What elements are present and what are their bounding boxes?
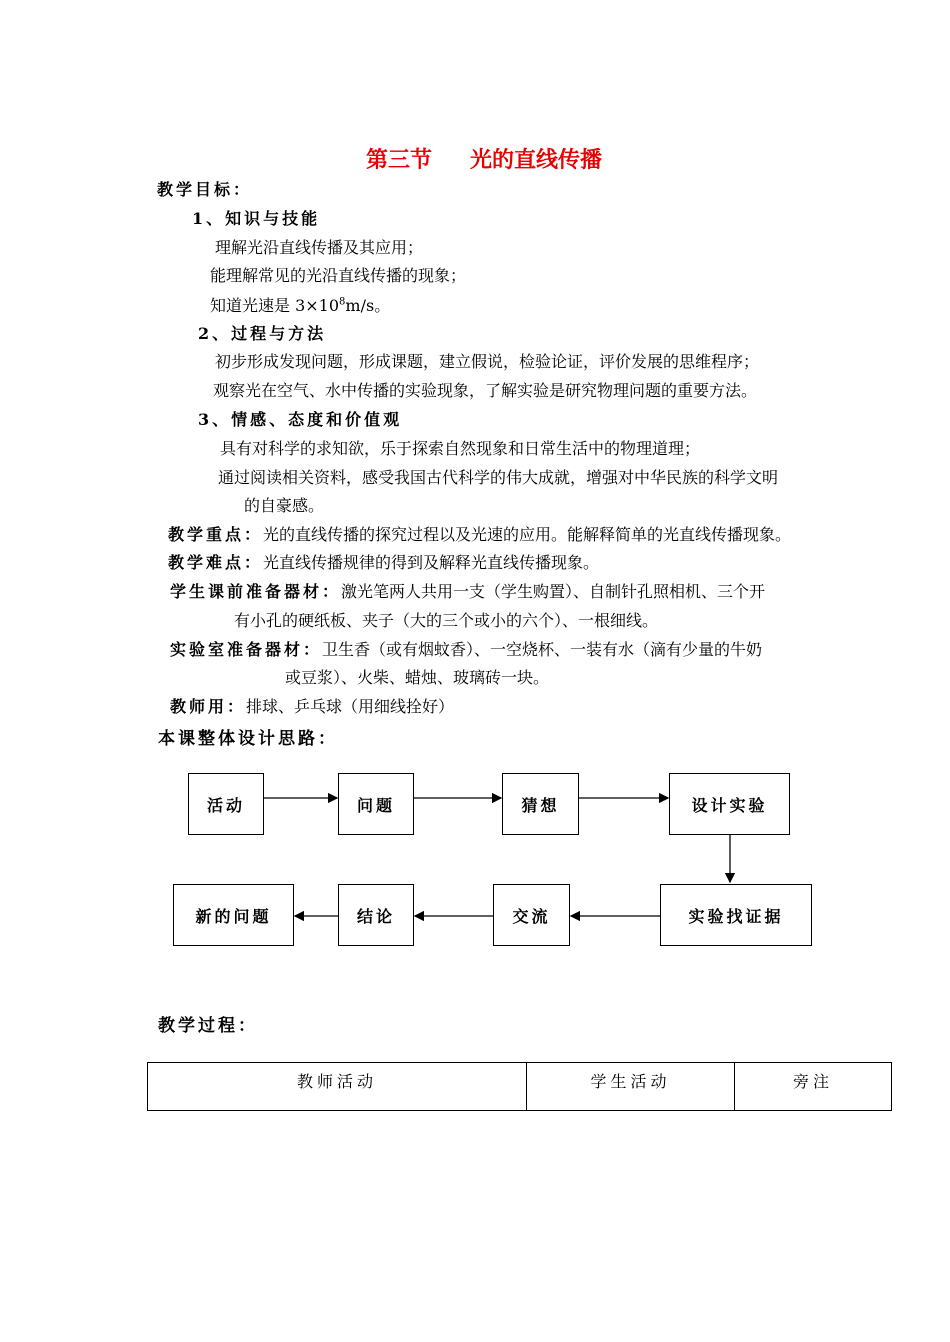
- lab-prep-line-1: 卫生香（或有烟蚊香）、一空烧杯、一装有水（滴有少量的牛奶: [322, 640, 763, 659]
- column-side-notes: 旁注: [735, 1063, 892, 1111]
- objective-3-line-3: 的自豪感。: [244, 496, 325, 515]
- teacher-use-text: 排球、乒乓球（用细线拴好）: [246, 697, 455, 716]
- student-prep-label: 学生课前准备器材：: [170, 582, 342, 601]
- key-point-text: 光的直线传播的探究过程以及光速的应用。能解释简单的光直线传播现象。: [263, 525, 792, 544]
- difficulty-text: 光直线传播规律的得到及解释光直线传播现象。: [263, 553, 600, 572]
- section-topic: 光的直线传播: [470, 148, 603, 173]
- lab-prep-label: 实验室准备器材：: [170, 640, 323, 659]
- flow-box-hypothesis: 猜想: [502, 773, 579, 835]
- flow-box-new-question: 新的问题: [173, 884, 294, 946]
- column-teacher-activity: 教师活动: [148, 1063, 527, 1111]
- objective-2-line-2: 观察光在空气、水中传播的实验现象，了解实验是研究物理问题的重要方法。: [213, 381, 758, 400]
- process-heading: 教学过程：: [158, 1016, 258, 1036]
- flow-box-find-evidence: 实验找证据: [660, 884, 812, 946]
- objective-3-line-2: 通过阅读相关资料，感受我国古代科学的伟大成就，增强对中华民族的科学文明: [218, 468, 779, 487]
- column-student-activity: 学生活动: [527, 1063, 735, 1111]
- objective-2-line-1: 初步形成发现问题，形成课题，建立假说，检验论证，评价发展的思维程序；: [215, 352, 760, 371]
- section-number: 第三节: [365, 148, 432, 173]
- key-point-label: 教学重点：: [168, 525, 264, 544]
- lab-prep-line-2: 或豆浆）、火柴、蜡烛、玻璃砖一块。: [285, 668, 550, 687]
- objective-1-line-1: 理解光沿直线传播及其应用；: [215, 238, 424, 257]
- objective-2-heading: 2、过程与方法: [198, 324, 327, 343]
- design-heading: 本课整体设计思路：: [158, 729, 338, 749]
- table-header-row: [148, 1063, 892, 1111]
- flow-box-activity: 活动: [188, 773, 264, 835]
- teacher-use-label: 教师用：: [170, 697, 247, 716]
- difficulty-label: 教学难点：: [168, 553, 264, 572]
- objectives-heading: 教学目标：: [157, 180, 253, 199]
- light-speed-line: 知道光速是 $3\times 10^8m/s$。: [210, 296, 391, 315]
- objective-1-heading: 1、知识与技能: [192, 209, 321, 228]
- objective-3-heading: 3、情感、态度和价值观: [198, 410, 403, 429]
- student-prep-line-2: 有小孔的硬纸板、夹子（大的三个或小的六个）、一根细线。: [234, 611, 659, 630]
- student-prep-line-1: 激光笔两人共用一支（学生购置）、自制针孔照相机、三个开: [341, 582, 766, 601]
- objective-3-line-1: 具有对科学的求知欲，乐于探索自然现象和日常生活中的物理道理；: [220, 439, 701, 458]
- objective-1-line-2: 能理解常见的光沿直线传播的现象；: [210, 266, 467, 285]
- flow-box-design-experiment: 设计实验: [669, 773, 790, 835]
- process-table: [147, 1062, 892, 1111]
- flow-box-conclusion: 结论: [338, 884, 414, 946]
- flow-box-question: 问题: [338, 773, 414, 835]
- flow-box-exchange: 交流: [493, 884, 570, 946]
